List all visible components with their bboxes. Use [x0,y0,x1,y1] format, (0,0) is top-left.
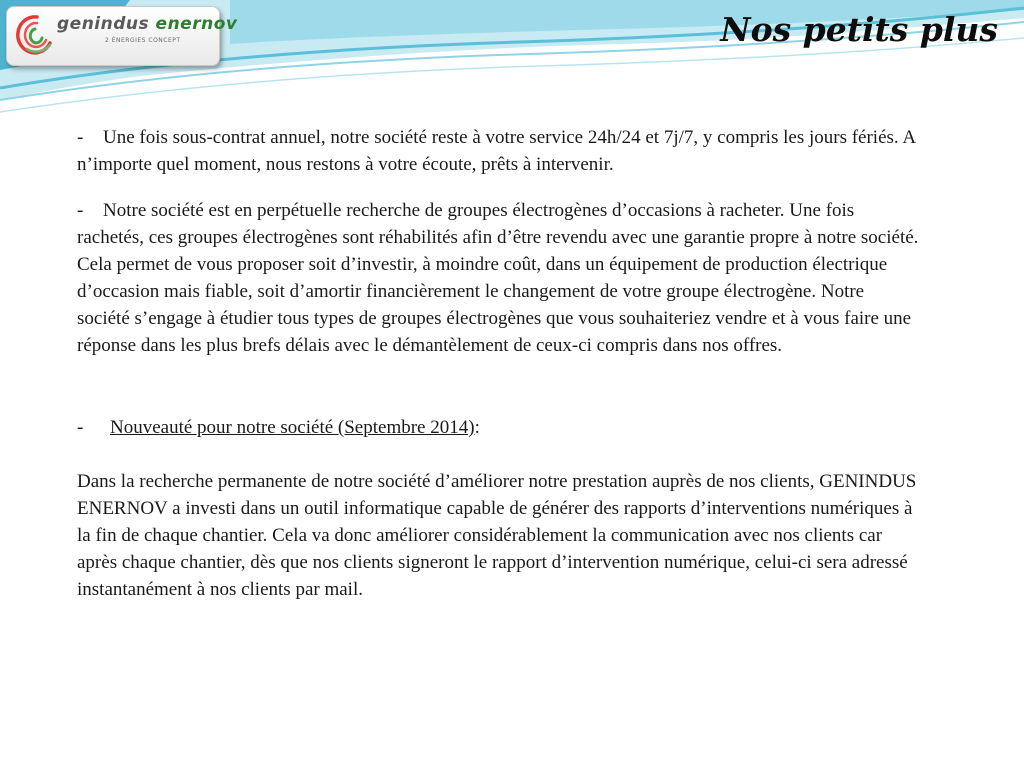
logo-wordmark [57,14,237,34]
heading-suffix: : [474,417,480,438]
bullet-text: Une fois sous-contrat annuel, notre société reste à votre service 24h/24 et 7j/7, y compris les jours fériés. A n’importe quel moment, nous restons à votre écoute, prêts à intervenir. [77,127,916,175]
nouveaute-paragraph: Dans la recherche permanente de notre société d’améliorer notre prestation auprès de nos clients, GENINDUS ENERNOV a investi dans un outil informatique capable de générer des rapports d’interventions numériques à la fin de chaque chantier. Cela va donc améliorer considérablement la communication avec nos clients car après chaque chantier, dès que nos clients signeront le rapport d’intervention numérique, celui-ci sera adressé instantanément à nos clients par mail. [77,471,917,600]
bullet-item-occasions [77,197,919,359]
bullet-dash: - [77,127,84,148]
bullet-item-nouveaute [77,414,919,441]
logo-name-accent: enernov [155,14,238,34]
logo-tagline: 2 ÉNERGIES CONCEPT [105,37,181,44]
bullet-dash: - [77,417,84,438]
bullet-text: Notre société est en perpétuelle recherche de groupes électrogènes d’occasions à racheter. Une fois rachetés, ces groupes électrogènes sont réhabilités afin d’être revendu avec une garantie propre à notre société. Cela permet de vous proposer soit d’investir, à moindre coût, dans un équipement de production électrique d’occasion mais fiable, soit d’amortir financièrement le changement de votre groupe électrogène. Notre société s’engage à étudier tous types de groupes électrogènes que vous souhaiteriez vendre et à vous faire une réponse dans les plus brefs délais avec le démantèlement de ceux-ci compris dans nos offres. [77,200,919,356]
slide-body [77,124,919,603]
logo-swirl-icon [15,13,55,57]
company-logo [6,6,238,66]
logo-name-prefix: genindus [57,14,156,34]
slide-title: Nos petits plus [720,10,998,49]
bullet-dash: - [77,200,84,221]
bullet-item-service [77,124,919,178]
section-heading: Nouveauté pour notre société (Septembre 2014) [110,417,475,438]
